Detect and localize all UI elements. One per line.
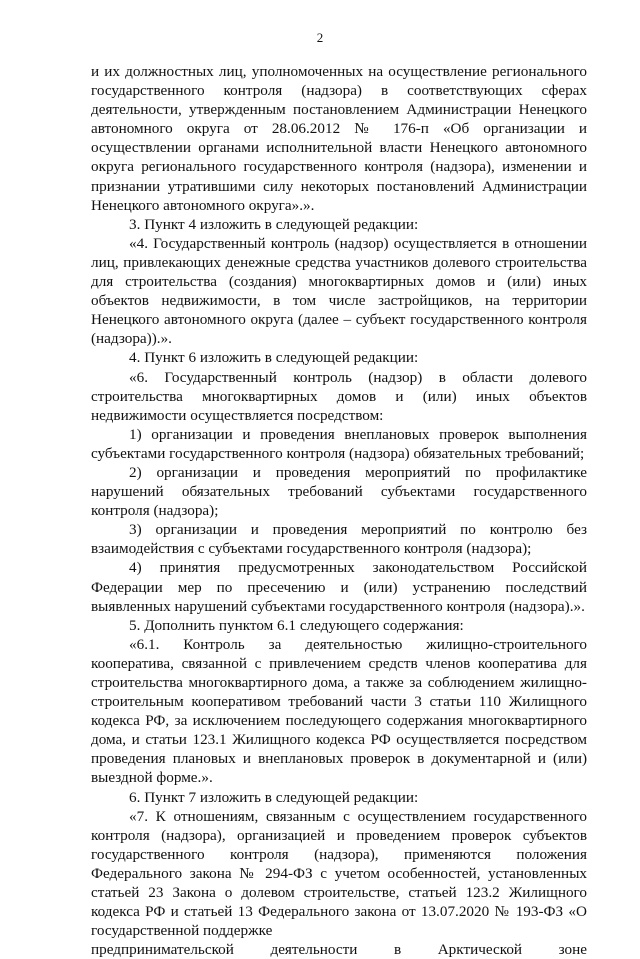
paragraph-item-5: 5. Дополнить пунктом 6.1 следующего содержания: <box>129 616 464 634</box>
paragraph-item-4: 4. Пункт 6 изложить в следующей редакции: <box>129 349 419 367</box>
paragraph-subitem-3: 3) организации и проведения мероприятий по контролю без взаимодействия с субъектами государственного контроля (надзора); <box>91 521 587 558</box>
paragraph-clause-4: «4. Государственный контроль (надзор) осуществляется в отношении лиц, привлекающих денежные средства участников долевого строительства для строительства (создания) многоквартирных домов и (или) иных объектов недвижимости, в том числе застройщиков, на территории Ненецкого автономного округа (далее – субъект государственного контроля (надзора)).». <box>91 234 587 348</box>
paragraph-subitem-4: 4) принятия предусмотренных законодательством Российской Федерации мер по пресечению и (или) устранению последствий выявленных нарушений субъектами государственного контроля (надзора).». <box>91 559 587 615</box>
paragraph-subitem-2: 2) организации и проведения мероприятий по профилактике нарушений обязательных требований субъектами государственного контроля (надзора); <box>91 463 587 520</box>
paragraph-item-3: 3. Пункт 4 изложить в следующей редакции: <box>129 215 419 233</box>
page-number: 2 <box>316 30 324 45</box>
paragraph-clause-7-last-line: предпринимательской деятельности в Арктической зоне <box>91 941 587 959</box>
paragraph-clause-6-1: «6.1. Контроль за деятельностью жилищно-строительного кооператива, связанной с привлечением средств членов кооператива для строительства многоквартирного дома, а также за соблюдением жилищно-строительным кооперативом требований части 3 статьи 110 Жилищного кодекса РФ, за исключением последующего содержания многоквартирного дома, и статьи 123.1 Жилищного кодекса РФ осуществляется посредством проведения плановых и внеплановых проверок в документарной и (или) выездной форме.». <box>91 635 587 787</box>
paragraph-clause-7: «7. К отношениям, связанным с осуществлением государственного контроля (надзора), организацией и проведением проверок субъектов государственного контроля (надзора), применяются положения Федерального закона № 294-ФЗ с учетом особенностей, установленных статьей 23 Закона о долевом строительстве, статьей 123.2 Жилищного кодекса РФ и статьей 13 Федерального закона от 13.07.2020 № 193-ФЗ «О государственной поддержке <box>91 807 587 940</box>
paragraph-continuation: и их должностных лиц, уполномоченных на осуществление регионального государственного контроля (надзора) в соответствующих сферах деятельности, утвержденным постановлением Администрации Ненецкого автономного округа от 28.06.2012 № 176-п «Об организации и осуществлении органами исполнительной власти Ненецкого автономного округа регионального государственного контроля (надзора), изменении и признании утратившими силу некоторых постановлений Администрации Ненецкого автономного округа».». <box>91 63 587 214</box>
document-body <box>91 62 587 959</box>
paragraph-item-6: 6. Пункт 7 изложить в следующей редакции: <box>129 788 419 806</box>
paragraph-clause-6: «6. Государственный контроль (надзор) в области долевого строительства многоквартирных домов и (или) иных объектов недвижимости осуществляется посредством: <box>91 368 587 424</box>
paragraph-subitem-1: 1) организации и проведения внеплановых проверок выполнения субъектами государственного контроля (надзора) обязательных требований; <box>91 425 587 462</box>
